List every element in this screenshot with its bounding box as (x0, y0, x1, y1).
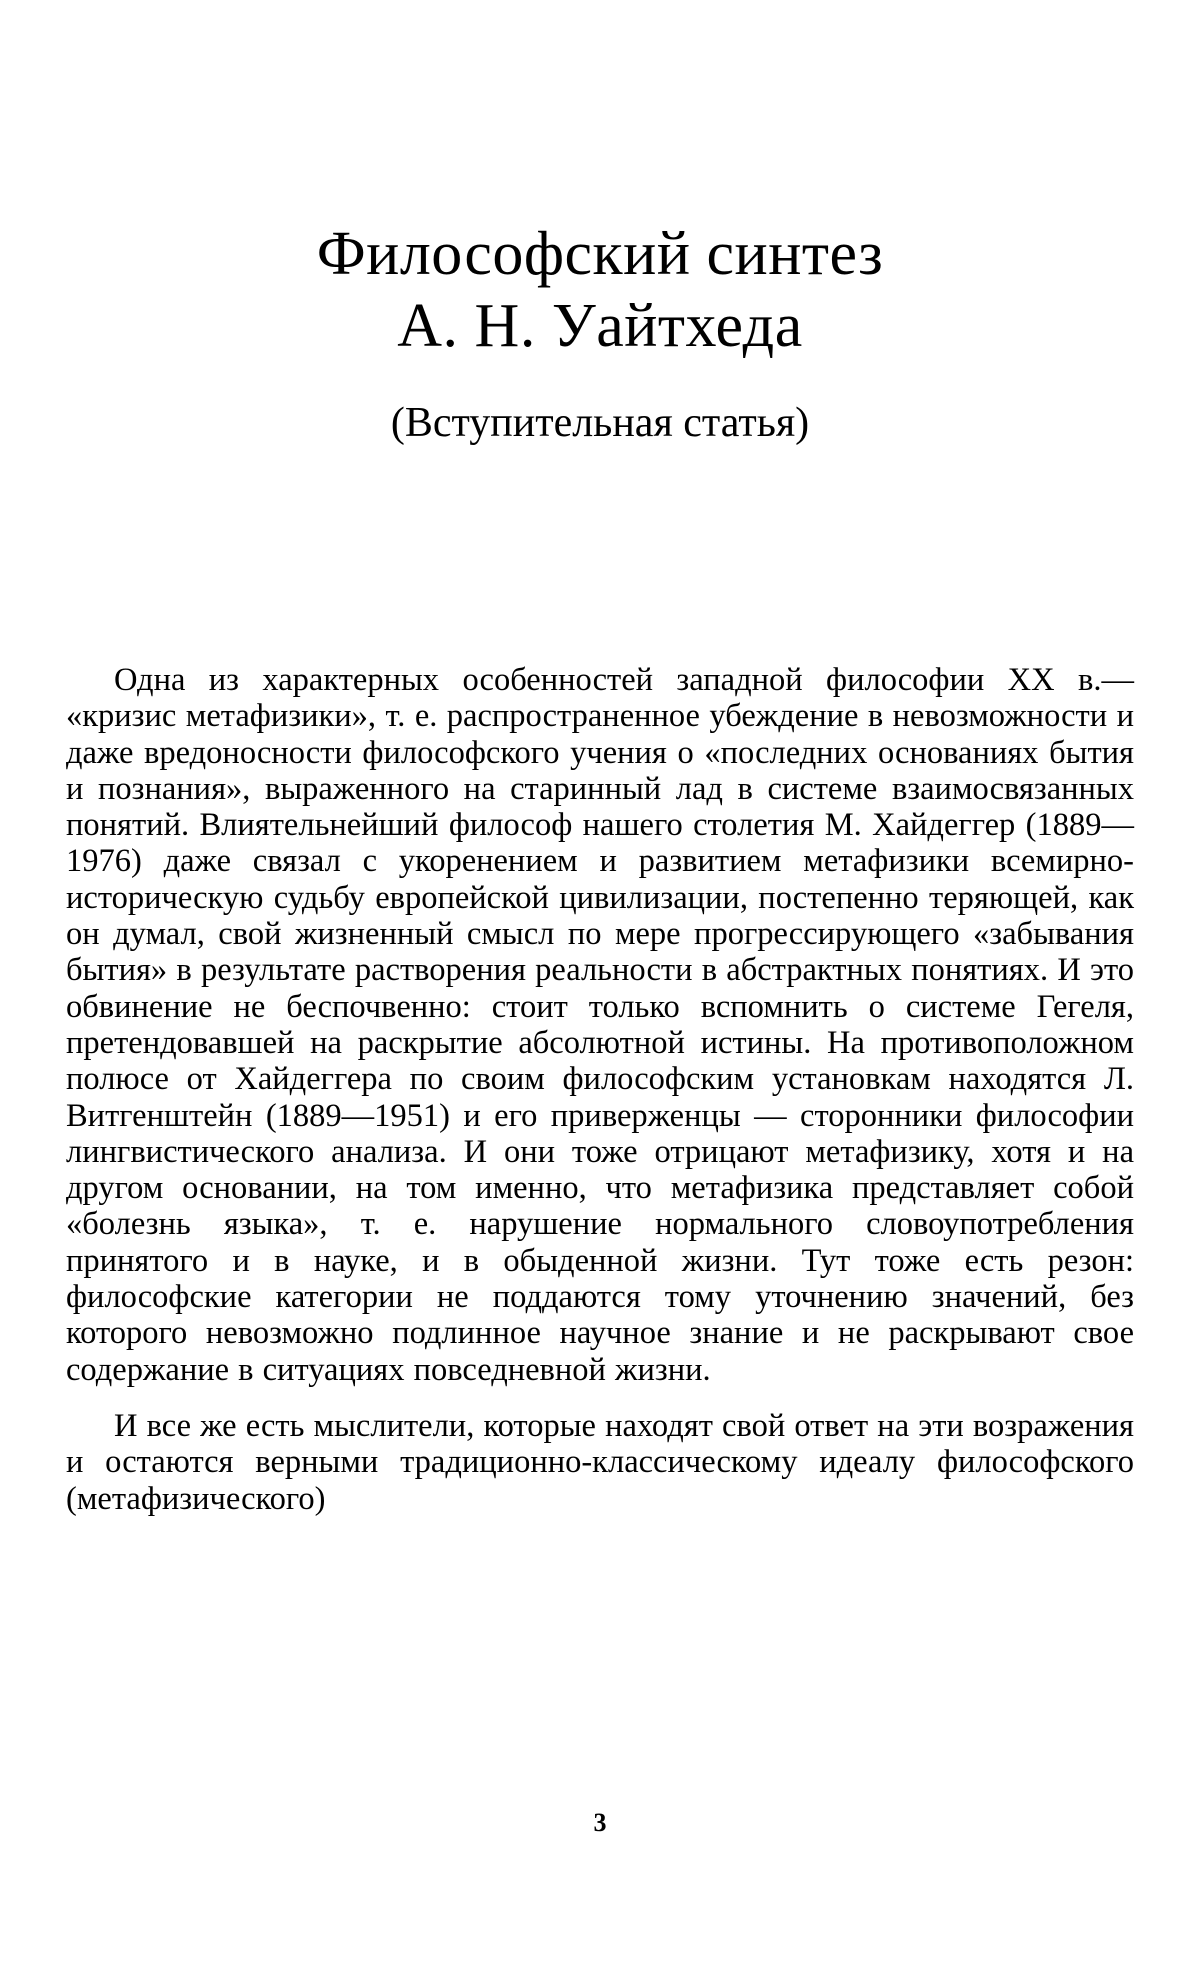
chapter-title-line-1: Философский синтез (316, 220, 884, 288)
page-number: 3 (593, 1808, 607, 1837)
chapter-title (0, 218, 1200, 362)
chapter-subtitle: (Вступительная статья) (390, 400, 810, 446)
chapter-title-line-2: А. Н. Уайтхеда (397, 292, 803, 360)
paragraph: И все же есть мыслители, которые находят свой ответ на эти возражения и остаются верными традиционно-классическому идеалу философского (метафизического) (66, 1407, 1134, 1517)
body-text (66, 662, 1134, 1517)
paragraph: Одна из характерных особенностей западной философии XX в.— «кризис метафизики», т. е. распространенное убеждение в невозможности и даже вредоносности философского учения о «последних основаниях бытия и познания», выраженного на старинный лад в системе взаимосвязанных понятий. Влиятельнейший философ нашего столетия М. Хайдеггер (1889—1976) даже связал с укоренением и развитием метафизики всемирно-историческую судьбу европейской цивилизации, постепенно теряющей, как он думал, свой жизненный смысл по мере прогрессирующего «забывания бытия» в результате растворения реальности в абстрактных понятиях. И это обвинение не беспочвенно: стоит только вспомнить о системе Гегеля, претендовавшей на раскрытие абсолютной истины. На противоположном полюсе от Хайдеггера по своим философским установкам находятся Л. Витгенштейн (1889—1951) и его приверженцы — сторонники философии лингвистического анализа. И они тоже отрицают метафизику, хотя и на другом основании, на том именно, что метафизика представляет собой «болезнь языка», т. е. нарушение нормального словоупотребления принятого и в науке, и в обыденной жизни. Тут тоже есть резон: философские категории не поддаются тому уточнению значений, без которого невозможно подлинное научное знание и не раскрывают свое содержание в ситуациях повседневной жизни. (66, 662, 1134, 1388)
